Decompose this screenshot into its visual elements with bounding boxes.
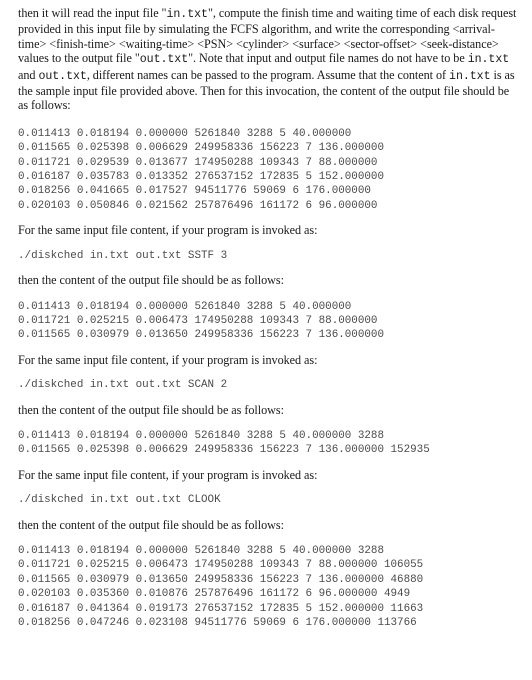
- scan-intro: For the same input file content, if your program is invoked as:: [18, 352, 318, 367]
- output-line: 0.011413 0.018194 0.000000 5261840 3288 5 40.000000: [18, 127, 352, 140]
- output-line: 0.011413 0.018194 0.000000 5261840 3288 5 40.000000 3288: [18, 544, 384, 557]
- sstf-command: ./diskched in.txt out.txt SSTF 3: [18, 249, 228, 262]
- output-line: 0.011565 0.025398 0.006629 249958336 156223 7 136.000000 152935: [18, 444, 430, 457]
- intro-code-4: out.txt: [38, 69, 87, 83]
- intro-code-3: in.txt: [467, 53, 510, 67]
- scan-command: ./diskched in.txt out.txt SCAN 2: [18, 379, 228, 392]
- intro-code-2: out.txt: [139, 53, 189, 67]
- intro-code-1: in.txt: [166, 8, 208, 21]
- clook-command: ./diskched in.txt out.txt CLOOK: [18, 494, 221, 507]
- output-line: 0.011721 0.025215 0.006473 174950288 109343 7 88.000000 106055: [18, 559, 424, 572]
- fcfs-output-block: [18, 127, 518, 213]
- intro-code-5: in.txt: [449, 69, 491, 83]
- intro-text-6: is as the sample input file provided above. Then for this invocation, the content of the output file should be as follows:: [18, 67, 515, 113]
- output-line: 0.020103 0.050846 0.021562 257876496 161172 6 96.000000: [18, 199, 378, 212]
- output-line: 0.011413 0.018194 0.000000 5261840 3288 5 40.000000 3288: [18, 429, 384, 442]
- output-line: 0.020103 0.035360 0.010876 257876496 161172 6 96.000000 4949: [18, 588, 411, 601]
- sstf-then: then the content of the output file should be as follows:: [18, 273, 284, 288]
- scan-then: then the content of the output file should be as follows:: [18, 402, 284, 417]
- sstf-output-block: [18, 300, 518, 343]
- output-line: 0.011565 0.025398 0.006629 249958336 156223 7 136.000000: [18, 142, 384, 155]
- output-line: 0.011721 0.029539 0.013677 174950288 109343 7 88.000000: [18, 156, 378, 169]
- clook-intro: For the same input file content, if your program is invoked as:: [18, 467, 318, 482]
- output-line: 0.011721 0.025215 0.006473 174950288 109343 7 88.000000: [18, 314, 378, 327]
- intro-text-4: and: [18, 67, 39, 82]
- intro-paragraph: [18, 6, 518, 113]
- output-line: 0.011565 0.030979 0.013650 249958336 156223 7 136.000000 46880: [18, 573, 424, 586]
- clook-then: then the content of the output file should be as follows:: [18, 517, 284, 532]
- intro-text-1: then it will read the input file ": [18, 6, 167, 20]
- intro-text-2: ", compute the finish time and waiting time of each disk request provided in this input file by simulating the FCFS algorithm, and write the corresponding <arrival-time> <finish-time> <waiting-time> <PSN> <cylinder> <surface> <sector-offset> <seek-distance> values to the output file ": [18, 6, 517, 66]
- output-line: 0.011413 0.018194 0.000000 5261840 3288 5 40.000000: [18, 300, 352, 313]
- output-line: 0.011565 0.030979 0.013650 249958336 156223 7 136.000000: [18, 329, 384, 342]
- output-line: 0.016187 0.041364 0.019173 276537152 172835 5 152.000000 11663: [18, 602, 424, 615]
- sstf-intro: For the same input file content, if your program is invoked as:: [18, 223, 318, 238]
- intro-text-5: , different names can be passed to the program. Assume that the content of: [86, 67, 450, 82]
- clook-output-block: [18, 544, 518, 630]
- intro-text-3: ". Note that input and output file names do not have to be: [188, 51, 468, 66]
- document-page: [18, 6, 518, 630]
- output-line: 0.018256 0.047246 0.023108 94511776 59069 6 176.000000 113766: [18, 617, 417, 629]
- output-line: 0.016187 0.035783 0.013352 276537152 172835 5 152.000000: [18, 171, 384, 184]
- scan-output-block: [18, 429, 518, 458]
- output-line: 0.018256 0.041665 0.017527 94511776 59069 6 176.000000: [18, 185, 371, 198]
